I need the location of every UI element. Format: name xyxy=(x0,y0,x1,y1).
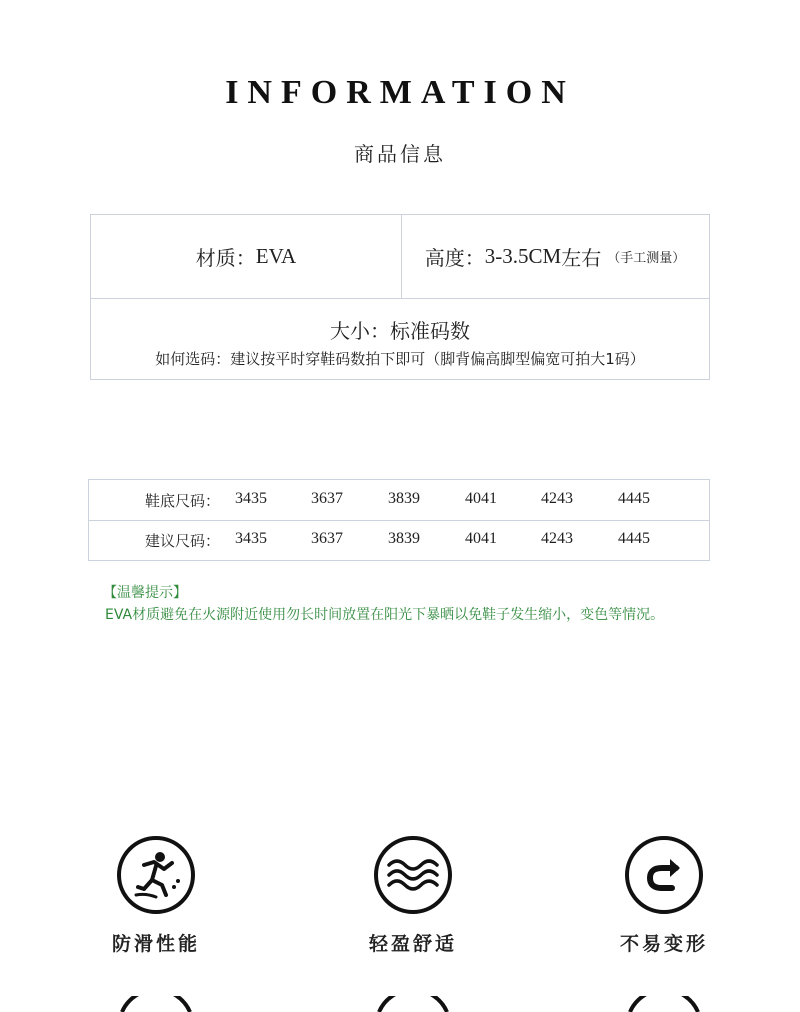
table-cell: 3839 xyxy=(388,530,420,547)
table-cell: 4243 xyxy=(541,530,573,547)
height-note: （手工测量） xyxy=(607,251,686,266)
table-cell: 4445 xyxy=(618,490,650,507)
size-table xyxy=(88,479,710,561)
table-cell: 3839 xyxy=(388,490,420,507)
info-row-size xyxy=(91,299,709,379)
row-label: 建议尺码： xyxy=(145,532,221,550)
height-value: 3-3.5CM xyxy=(484,244,562,268)
table-cell: 4243 xyxy=(541,490,573,507)
page-title: INFORMATION xyxy=(225,74,575,111)
feature-label: 轻盈舒适 xyxy=(368,933,457,955)
partial-circle-icon xyxy=(373,996,453,1012)
feature-slip-resistant xyxy=(76,835,236,956)
table-cell: 4041 xyxy=(465,530,497,547)
return-arrow-icon xyxy=(624,835,704,915)
height-label: 高度： xyxy=(424,246,485,270)
waves-icon xyxy=(373,835,453,915)
partial-circle-icon xyxy=(116,996,196,1012)
feature-no-deform xyxy=(584,835,744,956)
material-cell xyxy=(91,215,402,298)
table-cell: 4445 xyxy=(618,530,650,547)
table-cell: 3637 xyxy=(311,530,343,547)
size-advice: 如何选码：建议按平时穿鞋码数拍下即可（脚背偏高脚型偏宽可拍大1码） xyxy=(155,350,645,368)
table-cell: 3435 xyxy=(235,490,267,507)
table-row xyxy=(89,480,709,521)
row-label: 鞋底尺码： xyxy=(145,492,221,510)
height-suffix: 左右 xyxy=(561,246,602,270)
info-table xyxy=(90,214,710,380)
tip-text: EVA材质避免在火源附近使用勿长时间放置在阳光下暴晒以免鞋子发生缩小，变色等情况。 xyxy=(105,607,665,623)
feature-label: 防滑性能 xyxy=(111,933,200,955)
table-cell: 3435 xyxy=(235,530,267,547)
feature-label: 不易变形 xyxy=(619,933,708,955)
page-subtitle: 商品信息 xyxy=(354,142,446,166)
table-cell: 4041 xyxy=(465,490,497,507)
size-label: 大小：标准码数 xyxy=(330,319,470,343)
tip-title: 【温馨提示】 xyxy=(103,585,187,601)
height-cell xyxy=(401,215,709,298)
material-label: 材质： xyxy=(195,246,256,270)
partial-circle-icon xyxy=(624,996,704,1012)
feature-light-comfort xyxy=(333,835,493,956)
material-value: EVA xyxy=(255,244,297,268)
table-row xyxy=(89,520,709,561)
info-row-material-height xyxy=(91,215,709,299)
table-cell: 3637 xyxy=(311,490,343,507)
slip-resistant-icon xyxy=(116,835,196,915)
